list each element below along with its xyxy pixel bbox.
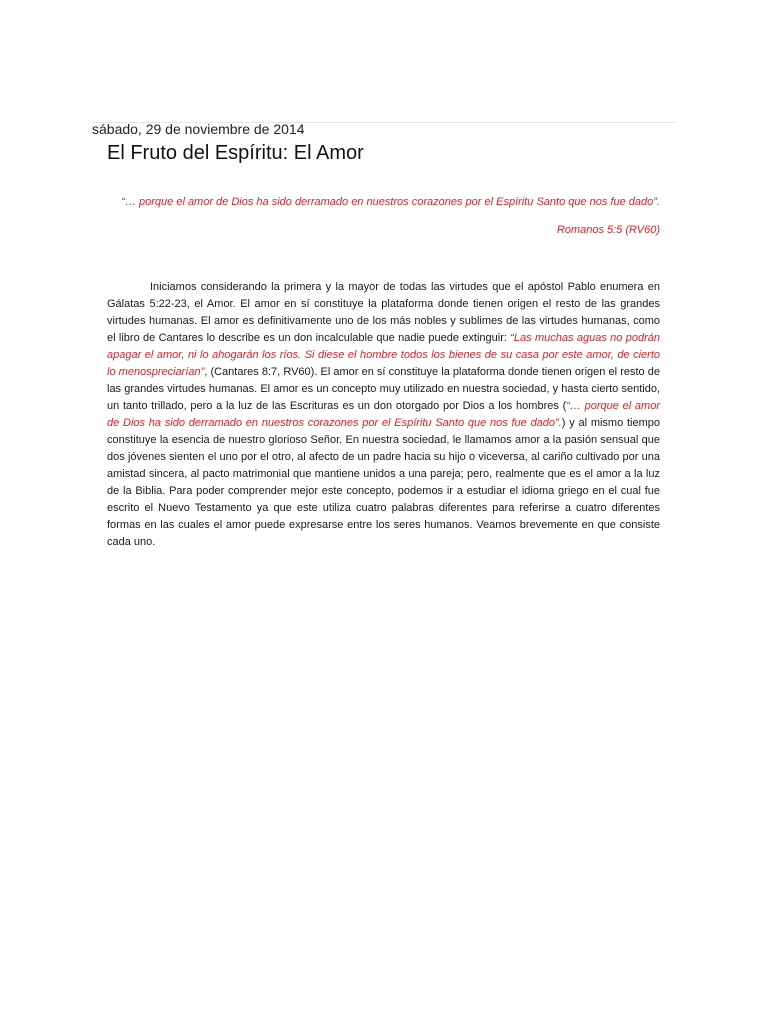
cantares-quote: “Las muchas aguas no podrán apagar el amor, ni lo ahogarán los ríos. Si diese el hombre todos los bienes de su casa por este amor, de cierto lo menospreciarían” [107, 332, 660, 378]
epigraph-reference: Romanos 5:5 (RV60) [556, 224, 660, 236]
body-text-segment: , (Cantares 8:7, RV60). El amor en sí constituye la plataforma donde tienen origen el resto de las grandes virtudes humanas. El amor es un concepto muy utilizado en nuestra sociedad, y hasta cierto sentido, un tanto trillado, pero a la luz de las Escrituras es un don otorgado por Dios a los hombres ( [107, 366, 660, 412]
post-body-paragraph [107, 279, 660, 551]
epigraph-quote: “… porque el amor de Dios ha sido derramado en nuestros corazones por el Espíritu Santo que nos fue dado”. [121, 196, 660, 208]
body-text-segment: Iniciamos considerando la primera y la mayor de todas las virtudes que el apóstol Pablo enumera en Gálatas 5:22-23, el Amor. El amor en sí constituye la plataforma donde tienen origen el resto de las grandes virtudes humanas. El amor es definitivamente uno de los más nobles y sublimes de las virtudes humanas, como el libro de Cantares lo describe es un don incalculable que nadie puede extinguir: [107, 281, 660, 344]
post-title[interactable]: El Fruto del Espíritu: El Amor [107, 142, 364, 164]
body-text-segment: ) y al mismo tiempo constituye la esencia de nuestro glorioso Señor. En nuestra sociedad, le llamamos amor a la pasión sensual que dos jóvenes sienten el uno por el otro, al afecto de un padre hacia su hijo o viceversa, al cariño cultivado por una amistad sincera, al pacto matrimonial que mantiene unidos a una pareja; pero, realmente que es el amor a la luz de la Biblia. Para poder comprender mejor este concepto, podemos ir a estudiar el idioma griego en el cual fue escrito el Nuevo Testamento ya que este utiliza cuatro palabras diferentes para referirse a cuatro diferentes formas en las cuales el amor puede expresarse entre los seres humanos. Veamos brevemente en que consiste cada uno. [107, 417, 661, 548]
post-date: sábado, 29 de noviembre de 2014 [92, 121, 305, 137]
romanos-quote: “… porque el amor de Dios ha sido derramado en nuestros corazones por el Espíritu Santo que nos fue dado”. [107, 400, 660, 429]
